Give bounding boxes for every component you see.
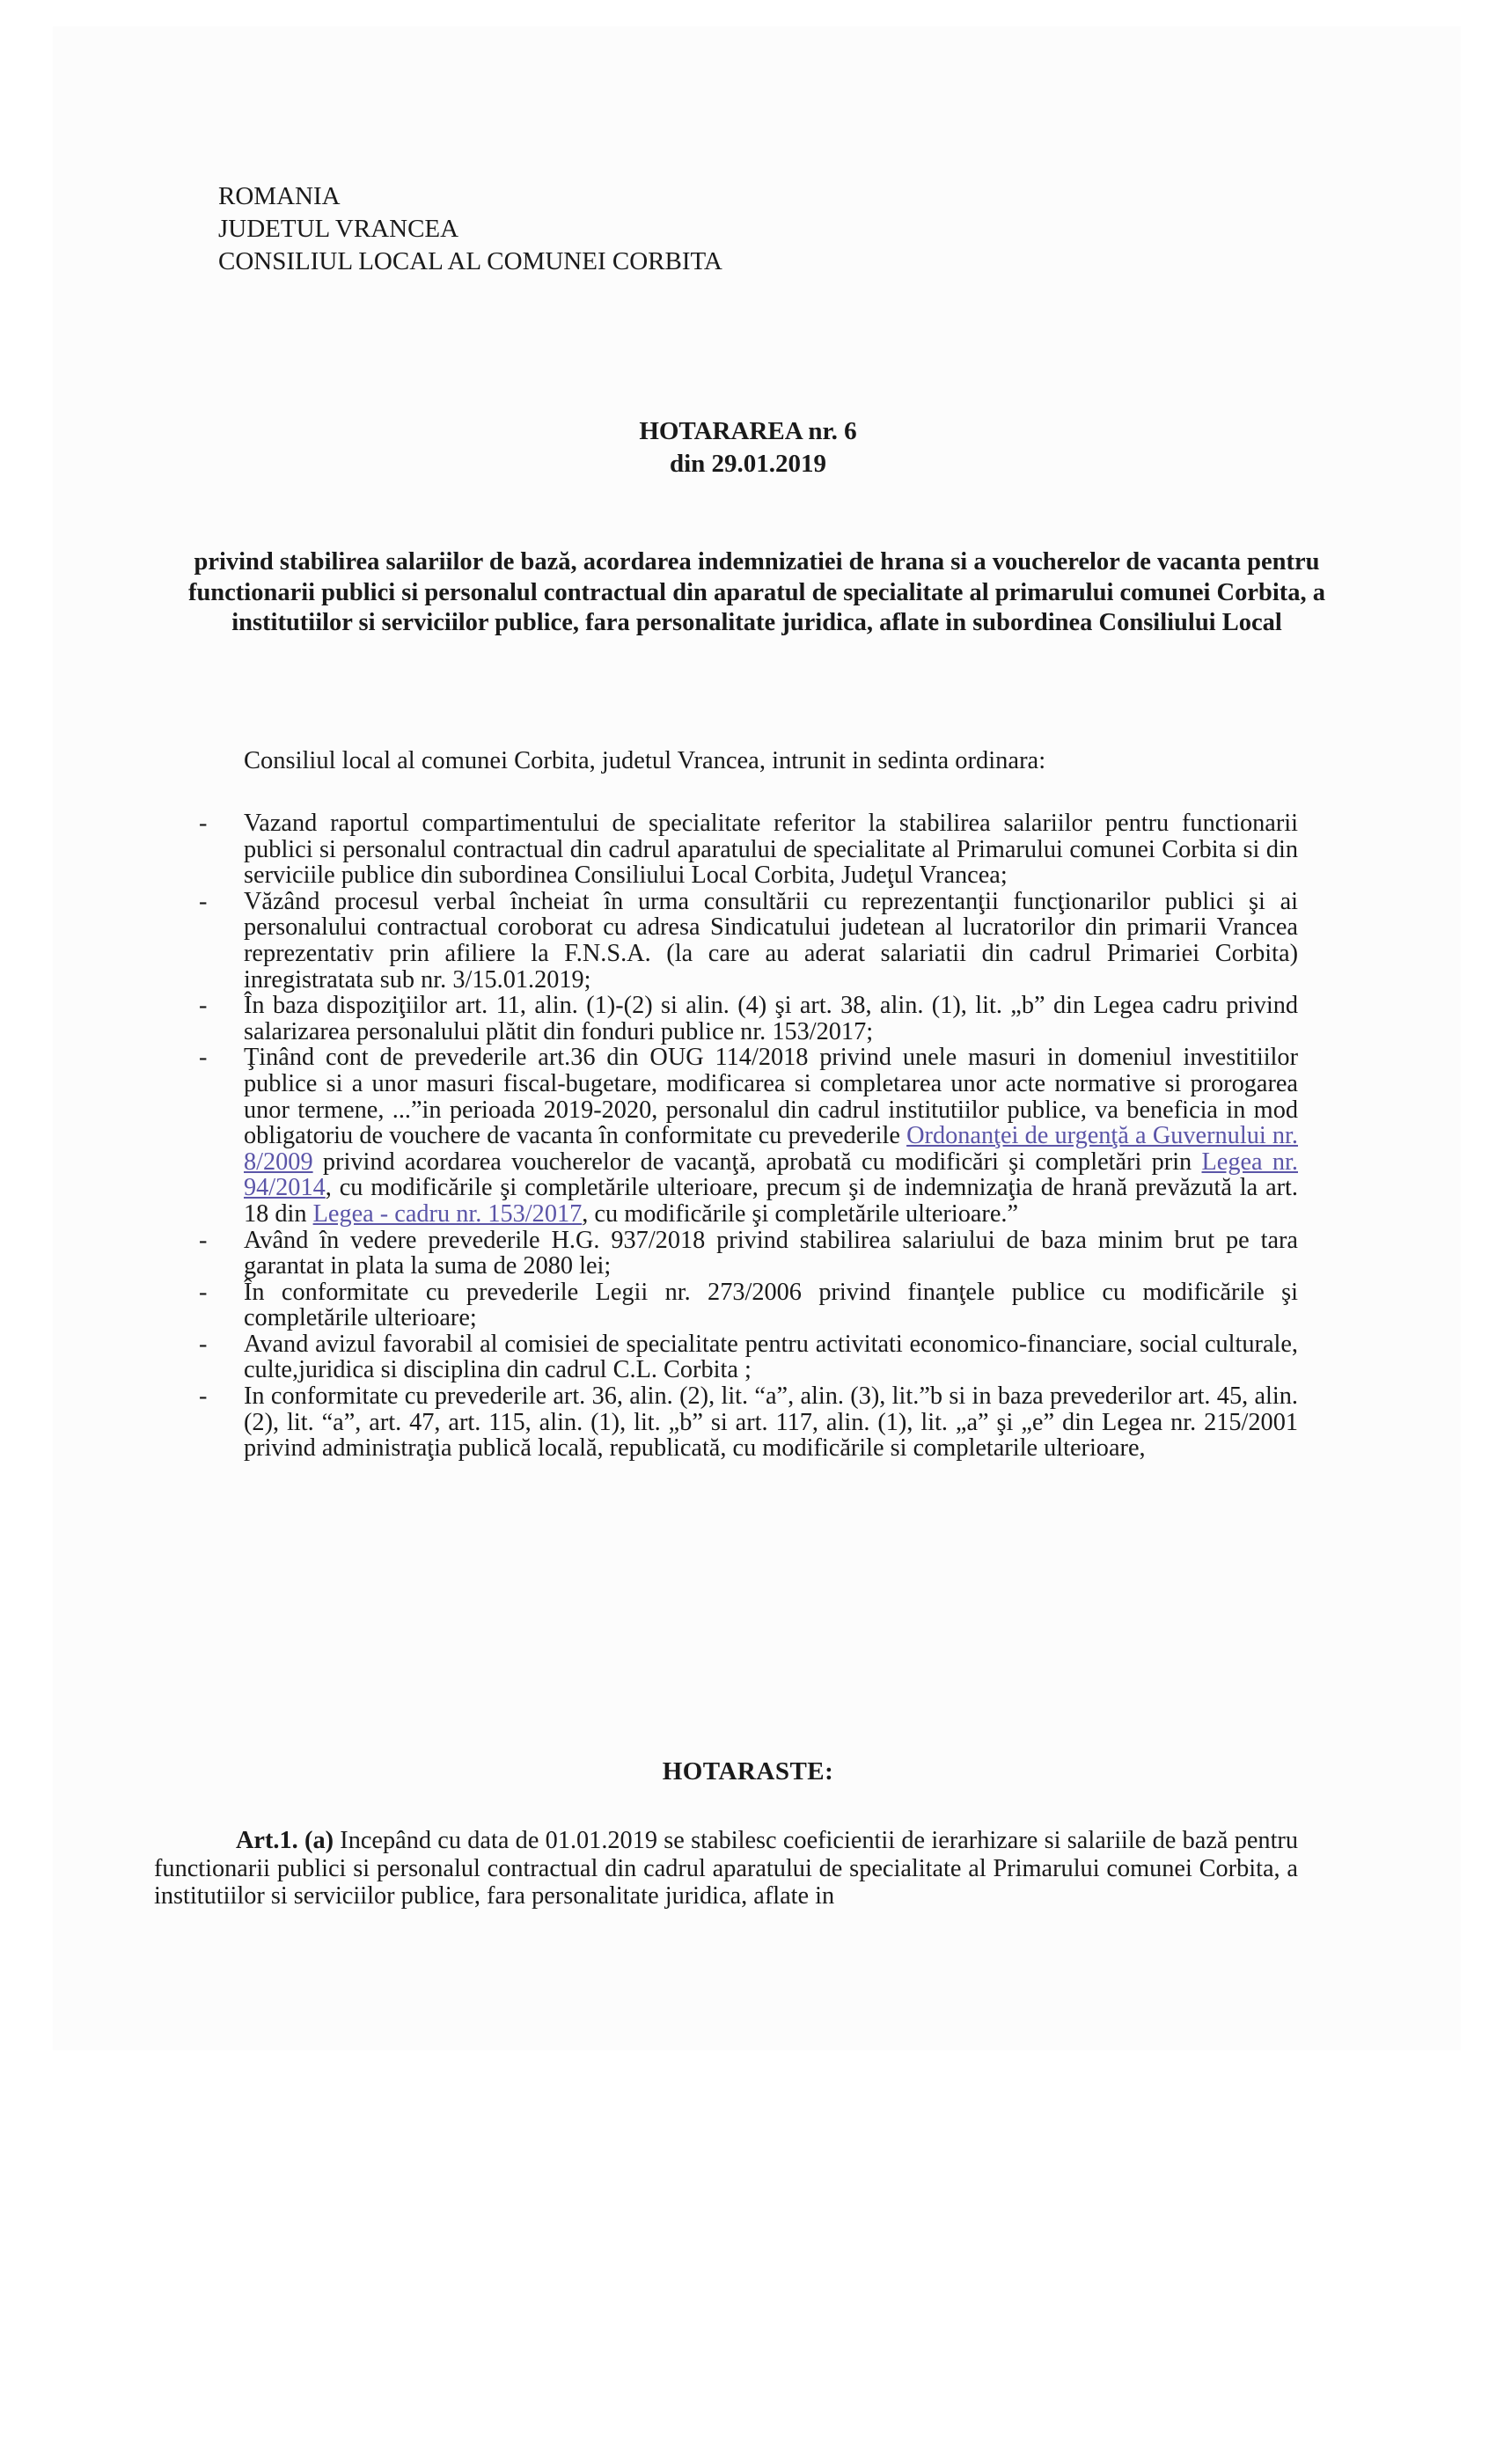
oug-text-2: privind acordarea voucherelor de vacanţă, aprobată cu modificări şi completări prin bbox=[312, 1148, 1202, 1176]
header-country: ROMANIA bbox=[218, 182, 341, 210]
header-county: JUDETUL VRANCEA bbox=[218, 215, 459, 243]
consideration-local-admin-law: - In conformitate cu prevederile art. 36, alin. (2), lit. “a”, alin. (3), lit.”b si in baza prevederilor art. 45, alin. (2), lit. “a”, art. 47, art. 115, alin. (1), lit. „b” si art. 117, alin. (1), lit. „a” şi „e” din Legea nr. 215/2001 privind administraţia publică locală, republicată, cu modificările si completarile ulterioare, bbox=[192, 1383, 1298, 1462]
decision-subject: privind stabilirea salariilor de bază, acordarea indemnizatiei de hrana si a voucherelor de vacanta pentru functionarii publici si personalul contractual din aparatul de specialitate al primarului comunei Corbita, a institutiilor si serviciilor publice, fara personalitate juridica, aflate in subordinea Consiliului Local bbox=[187, 548, 1326, 636]
article-1-text: Incepând cu data de 01.01.2019 se stabilesc coeficientii de ierarhizare si salariile de bază pentru functionarii publici si personalul contractual din cadrul aparatului de specialitate al Primarului comunei Corbita, a institutiilor si serviciilor publice, fara personalitate juridica, aflate in bbox=[154, 1827, 1299, 1910]
consideration-minutes: - Văzând procesul verbal încheiat în urma consultării cu reprezentanţii funcţionarilor publici şi ai personalului contractual coroborat cu adresa Sindicatului judetean al lucratorilor din primarii Vrancea reprezentativ prin afiliere la F.N.S.A. (la care au aderat salariatii din cadrul Primariei Corbita) inregistratata sub nr. 3/15.01.2019; bbox=[192, 889, 1298, 993]
link-oug-8-2009[interactable]: Ordonanţei de urgenţă a Guvernului nr. 8/2009 bbox=[244, 1122, 1298, 1176]
consideration-public-finance: - În conformitate cu prevederile Legii nr. 273/2006 privind finanţele publice cu modificările şi completările ulterioare; bbox=[192, 1280, 1298, 1331]
decision-title bbox=[0, 415, 1496, 480]
consideration-hg: - Având în vedere prevederile H.G. 937/2018 privind stabilirea salariului de baza minim brut pe tara garantat in plata la suma de 2080 lei; bbox=[192, 1228, 1298, 1280]
issuer-header bbox=[218, 180, 722, 278]
decision-number: HOTARAREA nr. 6 bbox=[639, 417, 857, 445]
considerations-list bbox=[192, 810, 1298, 1462]
link-law-153-2017[interactable]: Legea - cadru nr. 153/2017 bbox=[312, 1199, 583, 1228]
consideration-commission: - Avand avizul favorabil al comisiei de specialitate pentru activitati economico-financiare, social culturale, culte,juridica si disciplina din cadrul C.L. Corbita ; bbox=[192, 1331, 1298, 1383]
oug-text-3: , cu modificările şi completările ulterioare, precum şi de indemnizaţia de hrană prevăzută la art. 18 din bbox=[244, 1174, 1298, 1228]
consideration-legal-basis: - În baza dispoziţiilor art. 11, alin. (1)-(2) si alin. (4) şi art. 38, alin. (1), lit. „b” din Legea cadru privind salarizarea personalului plătit din fonduri publice nr. 153/2017; bbox=[192, 993, 1298, 1045]
article-1-point: (a) bbox=[304, 1827, 334, 1854]
decision-date: din 29.01.2019 bbox=[669, 450, 827, 478]
oug-text-1: Ţinând cont de prevederile art.36 din OUG 114/2018 privind unele masuri in domeniul investitiilor publice si a unor masuri fiscal-bugetare, modificarea si completarea unor acte normative si prorogarea unor termene, ...”in perioada 2019-2020, personalul din cadrul institutiilor publice, va beneficia in mod obligatoriu de vouchere de vacanta în conformitate cu prevederile bbox=[244, 1044, 1298, 1150]
article-1 bbox=[154, 1827, 1298, 1910]
header-council: CONSILIUL LOCAL AL COMUNEI CORBITA bbox=[218, 247, 722, 275]
article-1-label: Art.1. bbox=[236, 1827, 298, 1854]
intro-paragraph: Consiliul local al comunei Corbita, judetul Vrancea, intrunit in sedinta ordinara: bbox=[244, 747, 1046, 774]
link-law-94-2014[interactable]: Legea nr. 94/2014 bbox=[244, 1148, 1298, 1202]
consideration-report: - Vazand raportul compartimentului de specialitate referitor la stabilirea salariilor pentru functionarii publici si personalul contractual din cadrul aparatului de specialitate al Primarului comunei Corbita si din serviciile publice din subordinea Consiliului Local Corbita, Judeţul Vrancea; bbox=[192, 810, 1298, 889]
consideration-oug bbox=[192, 1045, 1298, 1227]
oug-text-4: , cu modificările şi completările ulterioare.” bbox=[582, 1199, 1019, 1228]
decides-heading: HOTARASTE: bbox=[662, 1757, 834, 1786]
